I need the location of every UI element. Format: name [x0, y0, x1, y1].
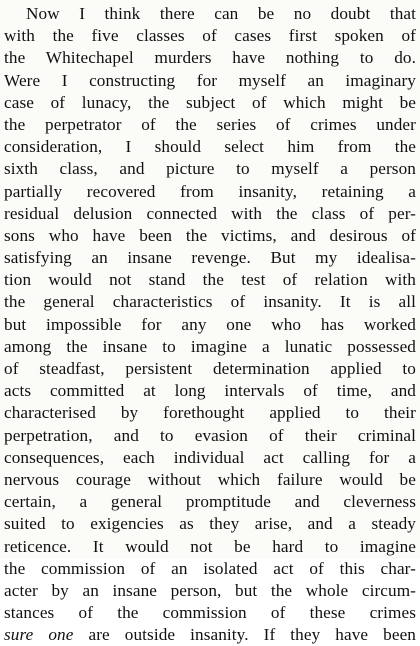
text-line: partially recovered from insanity, retaining a	[4, 181, 416, 201]
text-line: Were I constructing for myself an imaginary	[4, 70, 416, 90]
text-line: residual delusion connected with the class of per-	[4, 203, 416, 223]
text-line: acts committed at long intervals of time, and	[4, 381, 416, 401]
text-line: tion would not stand the test of relation with	[4, 270, 416, 290]
text-line: the commission of an isolated act of this char-	[4, 558, 416, 578]
text-line: the Whitechapel murders have nothing to do.	[4, 48, 416, 68]
text-line: satisfying an insane revenge. But my idealisa-	[4, 248, 416, 268]
text-line: but impossible for any one who has worked	[4, 314, 416, 334]
text-line: suited to exigencies as they arise, and a steady	[4, 514, 416, 534]
text-line: sixth class, and picture to myself a person	[4, 159, 416, 179]
text-line: certain, a general promptitude and cleverness	[4, 492, 416, 512]
text-line: characterised by forethought applied to their	[4, 403, 416, 423]
text-line: case of lunacy, the subject of which might be	[4, 92, 416, 112]
text-line: the general characteristics of insanity. It is all	[4, 292, 416, 312]
text-line: stances of the commission of these crimes	[4, 603, 416, 623]
text-segment: are outside insanity. If they have been	[73, 625, 416, 645]
italic-phrase: sure one	[4, 625, 74, 645]
text-line: consequences, each individual act calling for a	[4, 447, 416, 467]
text-line: perpetration, and to evasion of their criminal	[4, 425, 416, 445]
text-line: nervous courage without which failure would be	[4, 469, 416, 489]
text-line-final	[4, 624, 416, 646]
text-line: reticence. It would not be hard to imagine	[4, 536, 416, 556]
text-line: of steadfast, persistent determination applied to	[4, 359, 416, 378]
text-line: among the insane to imagine a lunatic possessed	[4, 336, 416, 356]
text-line: acter by an insane person, but the whole circum-	[4, 580, 416, 600]
article-column	[4, 3, 416, 646]
text-line: with the five classes of cases first spoken of	[4, 26, 416, 46]
text-line: Now I think there can be no doubt that	[26, 4, 416, 23]
text-line: the perpetrator of the series of crimes under	[4, 114, 416, 134]
text-line: consideration, I should select him from the	[4, 137, 416, 157]
text-line: sons who have been the victims, and desirous of	[4, 225, 416, 245]
